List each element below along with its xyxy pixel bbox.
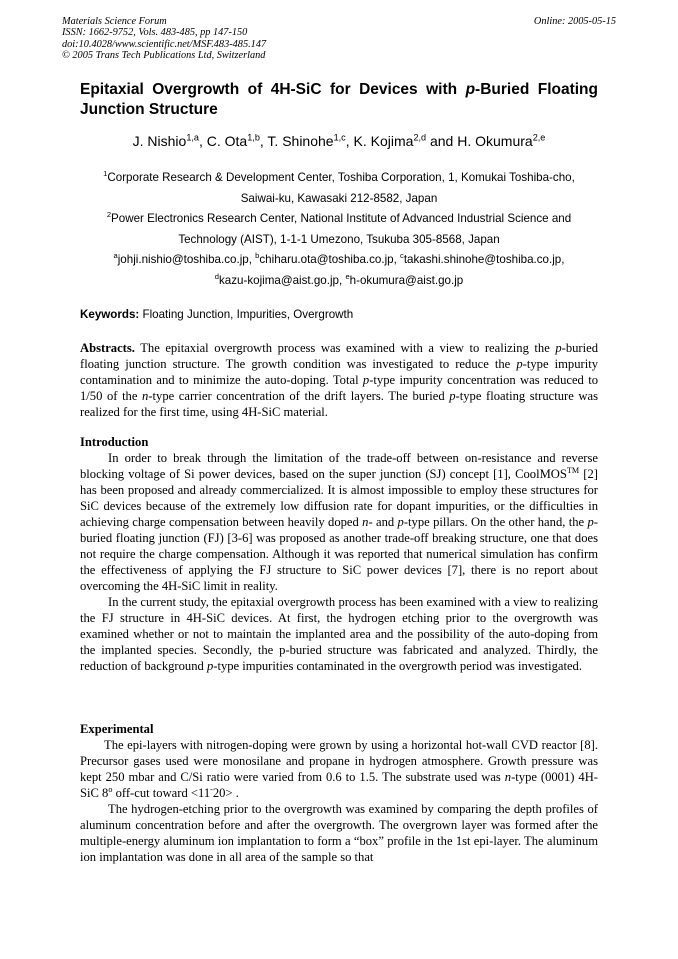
- keywords-label: Keywords:: [80, 308, 140, 321]
- affiliation-1: $^1$Corporate Research & Development Center, Toshiba Corporation, 1, Komukai Toshiba-cho,: [103, 169, 575, 184]
- experimental-body: [80, 737, 598, 865]
- author: K. Kojima$^{2,d}$ and: [353, 132, 458, 149]
- exp-paragraph-1: The epi-layers with nitrogen-doping were grown by using a horizontal hot-wall CVD reactor [8]. Precursor gases used were monosilane and propane in hydrogen atmosphere. Growth pressure was kept 250 mbar and C/Si ratio were varied from 0.6 to 1.5. The substrate used was n-type (0001) 4H-SiC 8$^o$ off-cut toward <11-20> .: [80, 738, 598, 800]
- running-header: [62, 16, 266, 62]
- intro-paragraph-1: In order to break through the limitation of the trade-off between on-resistance and reverse blocking voltage of Si power devices, based on the super junction (SJ) concept [1], CoolMOS™ [2] has been proposed and already commercialized. It is almost impossible to employ these structures for SiC devices because of the extremely low diffusion rate for dopant impurities, or the difficulties in achieving charge compensation between heavily doped n- and p-type pillars. On the other hand, the p-buried floating junction (FJ) [3-6] was proposed as another trade-off breaking structure, one that does not require the charge compensation. Although it was reported that numerical simulation has confirm the effectiveness of applying the FJ structure to SiC power devices [7], there is no report about overcoming the 4H-SiC limit in reality.: [80, 451, 598, 593]
- affiliation-1-cont: Saiwai-ku, Kawasaki 212-8582, Japan: [240, 191, 438, 205]
- author: T. Shinohe$^{1,c}$,: [267, 132, 354, 149]
- keywords: [80, 307, 598, 323]
- affiliation-2-cont: Technology (AIST), 1-1-1 Umezono, Tsukuba 305-8568, Japan: [178, 232, 500, 246]
- author: J. Nishio$^{1,a}$,: [132, 132, 207, 149]
- doi-line: doi:10.4028/www.scientific.net/MSF.483-485.147: [62, 38, 267, 50]
- online-date: Online: 2005-05-15: [533, 16, 616, 27]
- abstract-label: Abstracts.: [80, 341, 135, 355]
- intro-paragraph-2: In the current study, the epitaxial overgrowth process has been examined with a view to realizing the FJ structure in 4H-SiC devices. At first, the hydrogen etching prior to the overgrowth was examined whether or not to maintain the implanted area and the possibility of the auto-doping from the implanted species. Secondly, the p-buried structure was fabricated and analyzed. Thirdly, the reduction of background p-type impurities contaminated in the overgrowth period was investigated.: [80, 595, 598, 673]
- email-line-1: $^a$johji.nishio@toshiba.co.jp, $^b$chiharu.ota@toshiba.co.jp, $^c$takashi.shinohe@toshiba.co.jp,: [113, 251, 565, 267]
- issn-line: ISSN: 1662-9752, Vols. 483-485, pp 147-150: [62, 27, 248, 39]
- exp-paragraph-2: The hydrogen-etching prior to the overgrowth was examined by comparing the depth profiles of aluminum concentration before and after the overgrowth. The overgrown layer was formed after the multiple-energy aluminum ion implantation to form a “box” profile in the 1st epi-layer. The aluminum ion implantation was done in all area of the sample so that: [80, 802, 598, 864]
- author: H. Okumura$^{2,e}$: [457, 132, 546, 149]
- affiliation-2: $^2$Power Electronics Research Center, National Institute of Advanced Industrial Science and: [106, 210, 572, 226]
- author-list: [62, 131, 616, 151]
- copyright-line: © 2005 Trans Tech Publications Ltd, Switzerland: [62, 50, 266, 62]
- affiliations: [62, 168, 616, 292]
- experimental-heading: Experimental: [80, 722, 154, 736]
- introduction-heading: Introduction: [80, 435, 149, 449]
- keywords-text: Floating Junction, Impurities, Overgrowth: [139, 308, 354, 321]
- journal-name: Materials Science Forum: [62, 16, 167, 27]
- email-line-2: $^d$kazu-kojima@aist.go.jp, $^e$h-okumura@aist.go.jp: [214, 272, 464, 287]
- abstract: Abstracts. The epitaxial overgrowth process was examined with a view to realizing the p-buried floating junction structure. The growth condition was investigated to reduce the p-type impurity contamination and to minimize the auto-doping. Total p-type impurity concentration was reduced to 1/50 of the n-type carrier concentration of the drift layers. The buried p-type floating structure was realized for the first time, using 4H-SiC material.: [80, 341, 598, 419]
- author: C. Ota$^{1,b}$,: [206, 132, 268, 149]
- paper-title: Epitaxial Overgrowth of 4H-SiC for Devices with p-Buried Floating Junction Structure: [80, 81, 598, 118]
- introduction-body: [80, 450, 598, 674]
